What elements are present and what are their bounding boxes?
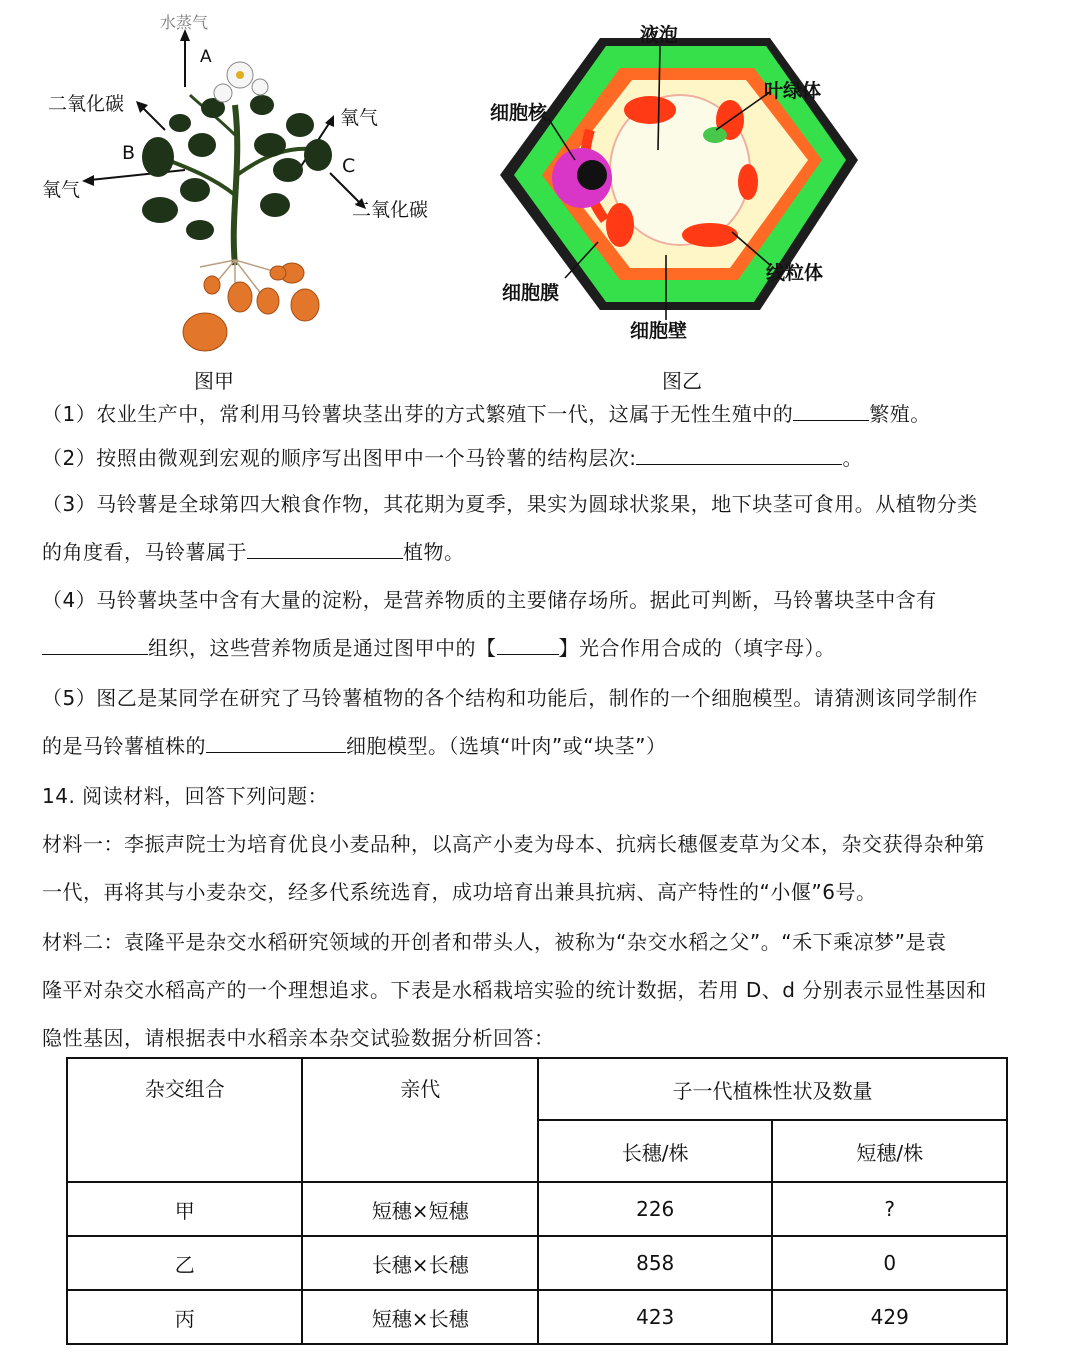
q2-blank[interactable] bbox=[636, 444, 842, 465]
q14-material-1-line-1: 材料一：李振声院士为培育优良小麦品种，以高产小麦为母本、抗病长穗偃麦草为父本，杂交获得杂种第 bbox=[42, 832, 985, 856]
label-water-vapor: 水蒸气 bbox=[160, 13, 209, 32]
cell-parent: 长穗×长穗 bbox=[302, 1236, 537, 1290]
label-nucleus: 细胞核 bbox=[490, 102, 548, 124]
table-row bbox=[67, 1290, 1007, 1344]
cell-group: 乙 bbox=[67, 1236, 302, 1290]
label-cell-membrane: 细胞膜 bbox=[502, 282, 560, 304]
cell-long: 423 bbox=[538, 1290, 773, 1344]
q4-text: 组织，这些营养物质是通过图甲中的【 bbox=[148, 636, 497, 660]
q3-blank[interactable] bbox=[247, 538, 403, 559]
label-oxygen-left: 氧气 bbox=[42, 179, 81, 201]
table-row bbox=[67, 1236, 1007, 1290]
q14-material-2-line-2: 隆平对杂交水稻高产的一个理想追求。下表是水稻栽培实验的统计数据，若用 D、d 分别表示显性基因和 bbox=[42, 978, 987, 1002]
header-long-ear: 长穗/株 bbox=[538, 1120, 773, 1182]
cell-short: 0 bbox=[772, 1236, 1007, 1290]
cell-parent: 短穗×短穗 bbox=[302, 1182, 537, 1236]
label-vacuole: 液泡 bbox=[640, 24, 679, 46]
q1-text-end: 繁殖。 bbox=[869, 402, 931, 426]
label-co2-right: 二氧化碳 bbox=[352, 199, 429, 221]
question-3-line-1: （3）马铃薯是全球第四大粮食作物，其花期为夏季，果实为圆球状浆果，地下块茎可食用。从植物分类 bbox=[42, 492, 978, 516]
caption-figure-yi: 图乙 bbox=[662, 369, 702, 393]
caption-figure-jia: 图甲 bbox=[194, 369, 234, 393]
q1-blank[interactable] bbox=[793, 400, 869, 421]
cell-long: 226 bbox=[538, 1182, 773, 1236]
header-short-ear: 短穗/株 bbox=[772, 1120, 1007, 1182]
label-co2-left: 二氧化碳 bbox=[48, 93, 125, 115]
question-1 bbox=[42, 398, 931, 427]
q4-text-end: 】光合作用合成的（填字母）。 bbox=[558, 636, 836, 660]
question-5-line-1: （5）图乙是某同学在研究了马铃薯植物的各个结构和功能后，制作的一个细胞模型。请猜测该同学制作 bbox=[42, 686, 978, 710]
q2-text: （2）按照由微观到宏观的顺序写出图甲中一个马铃薯的结构层次: bbox=[42, 446, 637, 470]
cell-short: 429 bbox=[772, 1290, 1007, 1344]
q1-text: （1）农业生产中，常利用马铃薯块茎出芽的方式繁殖下一代，这属于无性生殖中的 bbox=[42, 402, 794, 426]
cell-short: ? bbox=[772, 1182, 1007, 1236]
q5-text: 的是马铃薯植株的 bbox=[42, 734, 206, 758]
q14-material-1-line-2: 一代，再将其与小麦杂交，经多代系统选育，成功培育出兼具抗病、高产特性的“小偃”6号。 bbox=[42, 880, 877, 904]
q14-title: 14. 阅读材料，回答下列问题： bbox=[42, 784, 329, 808]
question-2 bbox=[42, 442, 863, 471]
header-group: 杂交组合 bbox=[67, 1058, 302, 1182]
q14-material-2-line-1: 材料二：袁隆平是杂交水稻研究领域的开创者和带头人，被称为“杂交水稻之父”。“禾下乘凉梦”是袁 bbox=[42, 930, 947, 954]
table-header-row bbox=[67, 1058, 1007, 1120]
question-4-line-2 bbox=[42, 632, 836, 661]
table-row bbox=[67, 1182, 1007, 1236]
header-parent: 亲代 bbox=[302, 1058, 537, 1182]
label-oxygen-right: 氧气 bbox=[340, 107, 379, 129]
label-letter-b: B bbox=[122, 142, 136, 164]
q4-blank-tissue[interactable] bbox=[42, 634, 148, 655]
q3-text: 的角度看，马铃薯属于 bbox=[42, 540, 247, 564]
cell-group: 甲 bbox=[67, 1182, 302, 1236]
cell-parent: 短穗×长穗 bbox=[302, 1290, 537, 1344]
q2-text-end: 。 bbox=[842, 446, 863, 470]
figure-cell bbox=[470, 10, 890, 393]
label-letter-c: C bbox=[342, 155, 356, 177]
question-4-line-1: （4）马铃薯块茎中含有大量的淀粉，是营养物质的主要储存场所。据此可判断，马铃薯块茎中含有 bbox=[42, 588, 937, 612]
cell-long: 858 bbox=[538, 1236, 773, 1290]
question-5-line-2 bbox=[42, 730, 666, 759]
label-chloroplast: 叶绿体 bbox=[764, 80, 822, 102]
header-offspring: 子一代植株性状及数量 bbox=[538, 1058, 1007, 1120]
figure-plant bbox=[30, 5, 450, 393]
cell-group: 丙 bbox=[67, 1290, 302, 1344]
q3-text-end: 植物。 bbox=[403, 540, 465, 564]
question-3-line-2 bbox=[42, 536, 465, 565]
q14-material-2-line-3: 隐性基因，请根据表中水稻亲本杂交试验数据分析回答： bbox=[42, 1026, 555, 1050]
label-letter-a: A bbox=[200, 47, 212, 67]
q5-text-end: 细胞模型。（选填“叶肉”或“块茎”） bbox=[346, 734, 667, 758]
q5-blank[interactable] bbox=[206, 732, 346, 753]
cross-results-table bbox=[66, 1057, 1008, 1345]
label-cell-wall: 细胞壁 bbox=[630, 320, 688, 342]
label-mitochondria: 线粒体 bbox=[766, 262, 824, 284]
potato-plant-illustration bbox=[30, 5, 450, 365]
q4-blank-letter[interactable] bbox=[497, 634, 559, 655]
